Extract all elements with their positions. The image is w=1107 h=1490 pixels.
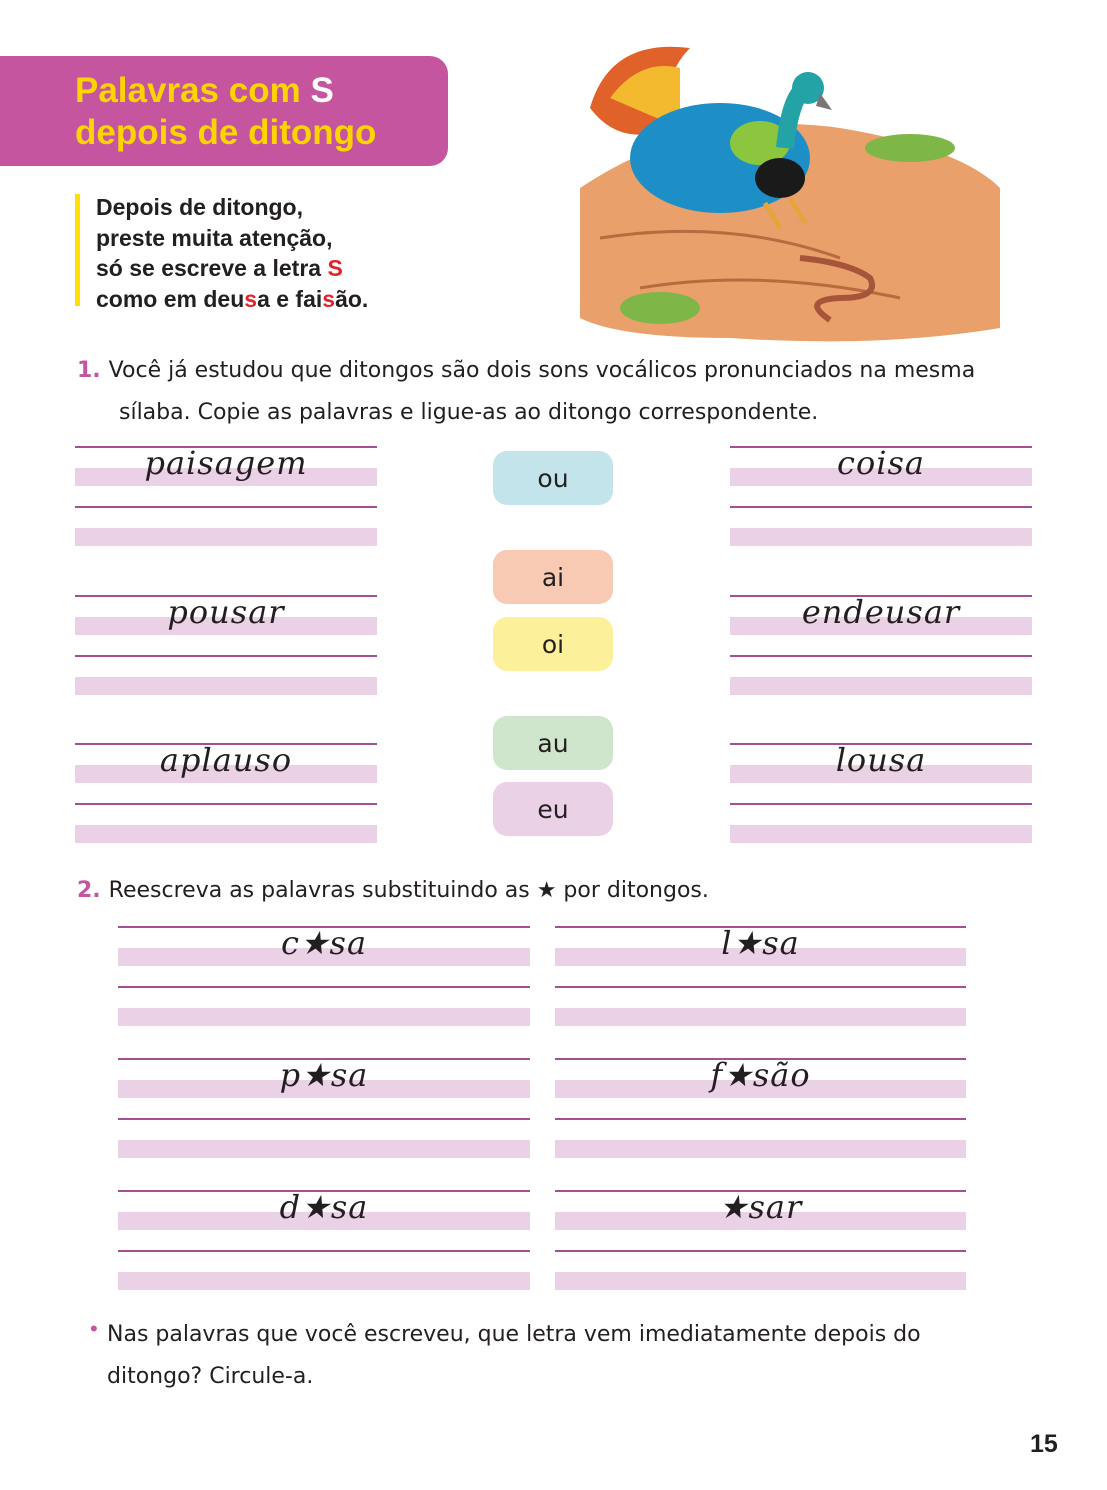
bullet-question: Nas palavras que você escreveu, que letra vem imediatamente depois do ditongo? Circule-a. — [107, 1322, 921, 1389]
rule-text: Depois de ditongo, preste muita atenção, só se escreve a letra S como em deusa e faisão. — [96, 194, 369, 312]
writing-line-pousar[interactable]: pousar — [75, 595, 377, 695]
bullet-icon: • — [90, 1316, 98, 1341]
writing-line-aplauso[interactable]: aplauso — [75, 743, 377, 843]
ditongo-ou[interactable]: ou — [493, 451, 613, 505]
ditongo-eu[interactable]: eu — [493, 782, 613, 836]
writing-line-endeusar[interactable]: endeusar — [730, 595, 1032, 695]
pheasant-illustration — [580, 38, 1000, 343]
title-banner — [0, 56, 448, 166]
writing-line-word-6[interactable]: ★sar — [555, 1190, 966, 1290]
writing-line-word-1[interactable]: c★sa — [118, 926, 530, 1026]
writing-line-word-3[interactable]: p★sa — [118, 1058, 530, 1158]
ditongo-ai[interactable]: ai — [493, 550, 613, 604]
writing-line-coisa[interactable]: coisa — [730, 446, 1032, 546]
ditongo-au[interactable]: au — [493, 716, 613, 770]
writing-line-word-5[interactable]: d★sa — [118, 1190, 530, 1290]
writing-line-paisagem[interactable]: paisagem — [75, 446, 377, 546]
writing-line-lousa[interactable]: lousa — [730, 743, 1032, 843]
ditongo-oi[interactable]: oi — [493, 617, 613, 671]
writing-line-word-4[interactable]: f★são — [555, 1058, 966, 1158]
page-title: Palavras com S depois de ditongo — [75, 71, 377, 152]
writing-line-word-2[interactable]: l★sa — [555, 926, 966, 1026]
rule-marker — [75, 194, 80, 306]
page-number: 15 — [1030, 1430, 1058, 1458]
exercise1-instruction: 1. Você já estudou que ditongos são dois sons vocálicos pronunciados na mesma sílaba. Copie as palavras e ligue-as ao ditongo correspondente. — [77, 358, 976, 425]
exercise2-instruction: 2. Reescreva as palavras substituindo as ★ por ditongos. — [77, 878, 709, 903]
